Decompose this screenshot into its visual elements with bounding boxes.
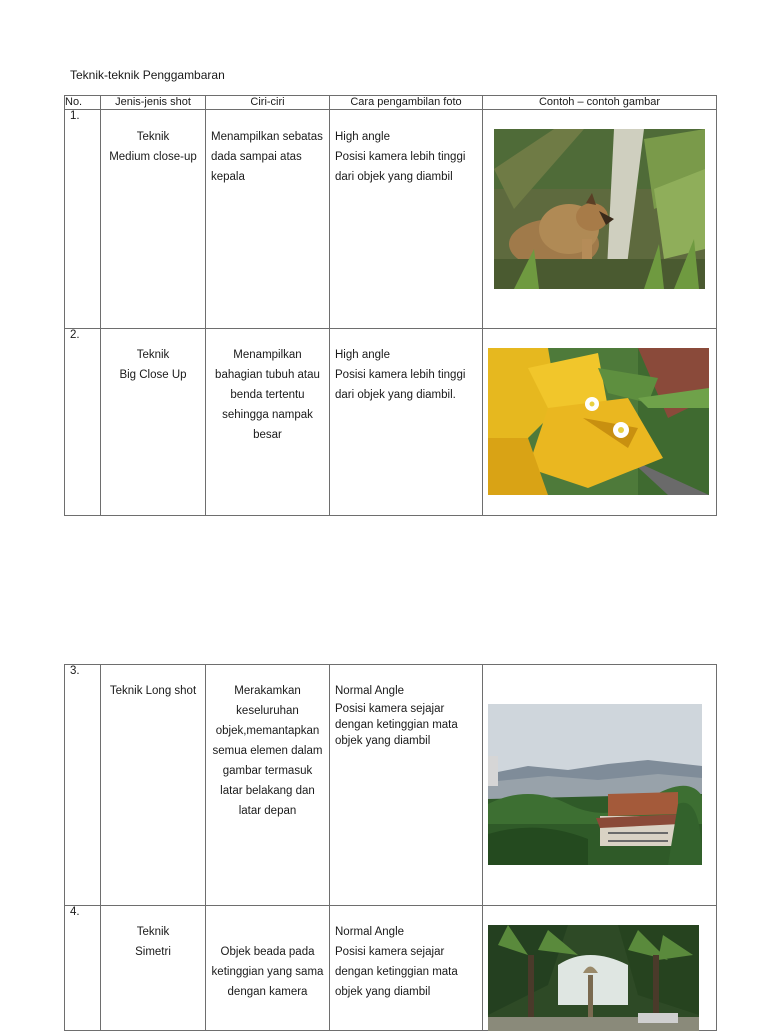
- yellow-bougainvillea-photo: [488, 348, 709, 495]
- cara-line: High angle: [335, 131, 390, 143]
- shot-name-line: Simetri: [135, 946, 171, 958]
- shot-name-line: Medium close-up: [109, 151, 197, 163]
- header-shot: Jenis-jenis shot: [101, 96, 206, 110]
- ciri-line: benda tertentu: [230, 389, 305, 401]
- shot-name-line: Teknik: [136, 131, 170, 143]
- palm-garden-photo: [488, 925, 699, 1031]
- techniques-table-2: [64, 664, 717, 1031]
- ciri-line: besar: [253, 429, 282, 441]
- cara-line: Normal Angle: [335, 685, 405, 697]
- ciri-line: latar depan: [238, 805, 297, 817]
- table-row: [65, 329, 717, 516]
- cara-line: Posisi kamera sejajar: [335, 703, 445, 715]
- page-title: Teknik-teknik Penggambaran: [70, 68, 225, 82]
- cara-line: dengan ketinggian mata: [335, 966, 458, 978]
- ciri-line: objek,memantapkan: [215, 725, 320, 737]
- cara-line: dengan ketinggian mata: [335, 719, 458, 731]
- shot-name-line: Big Close Up: [119, 369, 187, 381]
- table-header-row: [65, 96, 717, 110]
- landscape-hills-photo: [488, 704, 702, 865]
- table-row: [65, 110, 717, 329]
- shot-name-line: Teknik Long shot: [109, 685, 197, 697]
- cara-line: Posisi kamera sejajar: [335, 946, 445, 958]
- ciri-line: dengan kamera: [227, 986, 308, 998]
- cara-line: Posisi kamera lebih tinggi: [335, 151, 466, 163]
- ciri-line: Merakamkan: [234, 685, 301, 697]
- ciri-line: semua elemen dalam: [212, 745, 323, 757]
- header-contoh: Contoh – contoh gambar: [483, 96, 717, 110]
- cara-line: dari objek yang diambil.: [335, 389, 456, 401]
- ciri-line: Menampilkan: [233, 349, 302, 361]
- cara-line: objek yang diambil: [335, 986, 431, 998]
- ciri-line: Menampilkan sebatas: [211, 131, 323, 143]
- table-row: [65, 665, 717, 906]
- row-number: 3.: [70, 665, 80, 677]
- row-number: 2.: [70, 329, 80, 341]
- ciri-line: gambar termasuk: [222, 765, 313, 777]
- header-ciri: Ciri-ciri: [206, 96, 330, 110]
- ciri-line: dada sampai atas: [211, 151, 302, 163]
- cara-line: High angle: [335, 349, 390, 361]
- cara-line: Normal Angle: [335, 926, 405, 938]
- shot-name-line: Teknik: [136, 349, 170, 361]
- header-no: No.: [65, 96, 101, 110]
- ciri-line: bahagian tubuh atau: [215, 369, 320, 381]
- cara-line: objek yang diambil: [335, 735, 431, 747]
- ciri-line: keseluruhan: [236, 705, 299, 717]
- row-number: 1.: [70, 110, 80, 122]
- shot-name-line: Teknik: [136, 926, 170, 938]
- row-number: 4.: [70, 906, 80, 918]
- cara-line: dari objek yang diambil: [335, 171, 453, 183]
- ciri-line: latar belakang dan: [220, 785, 315, 797]
- ciri-line: ketinggian yang sama: [211, 966, 324, 978]
- header-cara: Cara pengambilan foto: [330, 96, 483, 110]
- ciri-line: kepala: [211, 171, 245, 183]
- techniques-table-1: [64, 95, 717, 516]
- ciri-line: sehingga nampak: [222, 409, 313, 421]
- cara-line: Posisi kamera lebih tinggi: [335, 369, 466, 381]
- dog-in-grass-photo: [494, 129, 705, 289]
- ciri-line: Objek beada pada: [220, 946, 315, 958]
- table-row: [65, 906, 717, 1031]
